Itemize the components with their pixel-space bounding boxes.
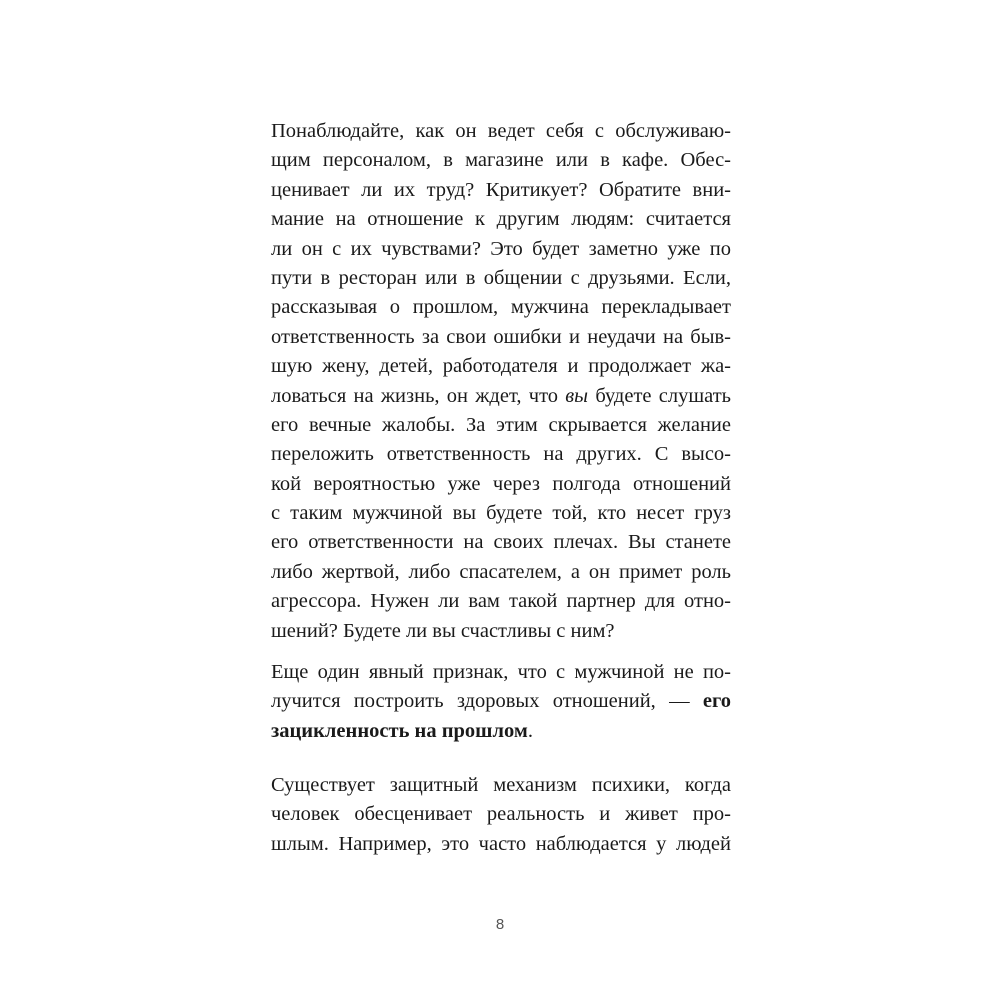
text-line: переложить ответственность на других. С высо- — [271, 443, 731, 466]
text-line: Понаблюдайте, как он ведет себя с обслуживаю- — [271, 120, 731, 142]
text-line: с таким мужчиной вы будете той, кто несет груз — [271, 502, 731, 525]
text-line: шлым. Например, это часто наблюдается у людей — [271, 832, 731, 855]
text-line: зацикленность на прошлом. — [271, 719, 533, 742]
text-line: его вечные жалобы. За этим скрывается желание — [271, 413, 731, 436]
text-line: щим персоналом, в магазине или в кафе. Обес- — [271, 149, 731, 172]
text-line: мание на отношение к другим людям: считается — [271, 208, 731, 231]
text-line: шений? Будете ли вы счастливы с ним? — [271, 619, 615, 642]
bold-emphasis: зацикленность на прошлом — [271, 719, 528, 742]
text-line: ли он с их чувствами? Это будет заметно уже по — [271, 237, 731, 260]
text-line: лучится построить здоровых отношений, — его — [271, 690, 731, 713]
paragraph-3 — [271, 771, 731, 859]
text-line: пути в ресторан или в общении с друзьями. Если, — [271, 266, 731, 289]
text-line: его ответственности на своих плечах. Вы станете — [271, 531, 731, 554]
paragraph-2 — [271, 658, 731, 746]
text-line: Еще один явный признак, что с мужчиной не по- — [271, 661, 731, 683]
page-number: 8 — [495, 916, 505, 933]
text-line: либо жертвой, либо спасателем, а он примет роль — [271, 560, 731, 583]
text-line: рассказывая о прошлом, мужчина перекладывает — [271, 296, 731, 319]
text-line: ценивает ли их труд? Критикует? Обратите вни- — [271, 178, 731, 201]
bold-emphasis: его — [702, 690, 731, 713]
text-line: ответственность за свои ошибки и неудачи на быв- — [271, 325, 731, 348]
text-line: Существует защитный механизм психики, когда — [271, 774, 731, 796]
text-line: кой вероятностью уже через полгода отношений — [271, 472, 731, 495]
text-line: ловаться на жизнь, он ждет, что вы будете слушать — [271, 384, 732, 407]
italic-emphasis: вы — [565, 384, 589, 407]
text-line: человек обесценивает реальность и живет про- — [271, 803, 731, 826]
paragraph-1 — [271, 117, 731, 646]
text-line: шую жену, детей, работодателя и продолжает жа- — [271, 355, 731, 378]
text-line: агрессора. Нужен ли вам такой партнер для отно- — [271, 590, 731, 613]
